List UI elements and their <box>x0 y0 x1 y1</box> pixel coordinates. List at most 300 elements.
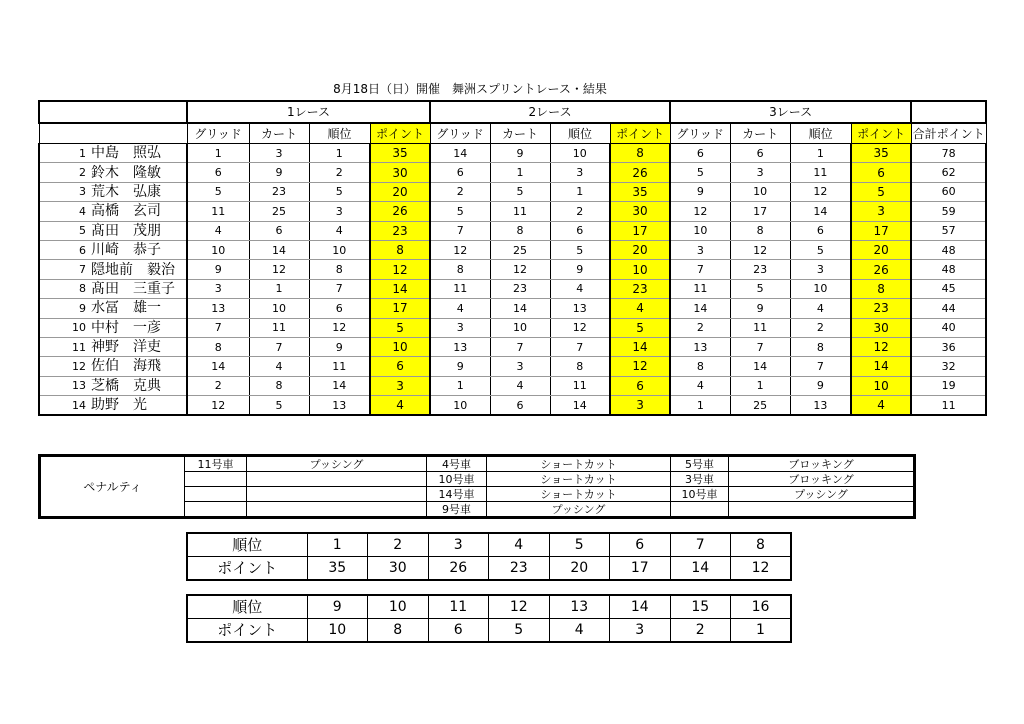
kart-value: 1 <box>490 163 550 182</box>
header-blank <box>39 123 187 144</box>
points-table-9-16 <box>186 594 792 643</box>
total-points: 36 <box>911 337 986 356</box>
points-value: 30 <box>851 318 911 337</box>
position-value: 6 <box>309 299 370 318</box>
grid-value: 9 <box>670 182 730 201</box>
table-row <box>39 279 986 298</box>
points-value: 14 <box>851 357 911 376</box>
position-cell: 14 <box>610 595 671 619</box>
position-value: 8 <box>790 337 851 356</box>
grid-value: 1 <box>187 144 249 163</box>
grid-value: 9 <box>187 260 249 279</box>
position-value: 4 <box>790 299 851 318</box>
race-header-2: 2レース <box>430 101 670 123</box>
points-cell: 3 <box>610 619 671 643</box>
points-cell: 14 <box>670 557 731 581</box>
penalty-kart: 10号車 <box>671 487 729 502</box>
results-table <box>38 100 987 416</box>
table-row <box>39 260 986 279</box>
points-header: ポイント <box>187 557 307 581</box>
points-cell: 17 <box>610 557 671 581</box>
position-value: 6 <box>790 221 851 240</box>
kart-value: 25 <box>249 202 309 221</box>
penalty-reason <box>247 472 427 487</box>
penalty-reason: ショートカット <box>487 472 671 487</box>
points-value: 17 <box>610 221 670 240</box>
kart-value: 4 <box>249 357 309 376</box>
points-value: 5 <box>370 318 430 337</box>
kart-value: 10 <box>490 318 550 337</box>
race-header-3: 3レース <box>670 101 911 123</box>
position-value: 7 <box>790 357 851 376</box>
position-cell: 15 <box>670 595 731 619</box>
position-value: 5 <box>309 182 370 201</box>
position-value: 2 <box>309 163 370 182</box>
kart-value: 12 <box>730 240 790 259</box>
total-points: 19 <box>911 376 986 395</box>
position-cell: 11 <box>428 595 489 619</box>
points-value: 14 <box>610 337 670 356</box>
grid-value: 4 <box>670 376 730 395</box>
grid-value: 2 <box>430 182 490 201</box>
grid-value: 8 <box>430 260 490 279</box>
grid-value: 11 <box>670 279 730 298</box>
position-value: 1 <box>550 182 610 201</box>
driver-number: 9 <box>39 299 89 318</box>
points-cell: 8 <box>368 619 429 643</box>
kart-value: 14 <box>490 299 550 318</box>
position-value: 3 <box>790 260 851 279</box>
total-points: 40 <box>911 318 986 337</box>
points-cell: 10 <box>307 619 368 643</box>
kart-value: 25 <box>490 240 550 259</box>
driver-number: 6 <box>39 240 89 259</box>
driver-number: 10 <box>39 318 89 337</box>
position-value: 13 <box>790 396 851 416</box>
kart-value: 9 <box>730 299 790 318</box>
kart-value: 23 <box>490 279 550 298</box>
driver-name: 中村 一彦 <box>89 318 187 337</box>
position-value: 9 <box>550 260 610 279</box>
kart-value: 7 <box>490 337 550 356</box>
position-value: 6 <box>550 221 610 240</box>
points-cell: 20 <box>549 557 610 581</box>
kart-value: 25 <box>730 396 790 416</box>
position-value: 14 <box>309 376 370 395</box>
points-value: 6 <box>370 357 430 376</box>
position-cell: 13 <box>549 595 610 619</box>
position-cell: 2 <box>368 533 429 557</box>
table-row <box>39 318 986 337</box>
driver-name: 高橋 玄司 <box>89 202 187 221</box>
grid-value: 3 <box>187 279 249 298</box>
points-value: 14 <box>370 279 430 298</box>
driver-name: 神野 洋吏 <box>89 337 187 356</box>
points-value: 20 <box>610 240 670 259</box>
table-row <box>39 376 986 395</box>
position-value: 12 <box>550 318 610 337</box>
grid-value: 5 <box>670 163 730 182</box>
position-value: 9 <box>309 337 370 356</box>
col-position: 順位 <box>309 123 370 144</box>
penalty-reason: プッシング <box>729 487 915 502</box>
points-cell: 30 <box>368 557 429 581</box>
driver-name: 荒木 弘康 <box>89 182 187 201</box>
points-value: 23 <box>610 279 670 298</box>
header-blank <box>39 101 187 123</box>
position-cell: 16 <box>731 595 792 619</box>
driver-number: 8 <box>39 279 89 298</box>
grid-value: 12 <box>187 396 249 416</box>
points-value: 26 <box>610 163 670 182</box>
kart-value: 10 <box>730 182 790 201</box>
position-value: 2 <box>790 318 851 337</box>
penalty-kart <box>185 487 247 502</box>
col-kart: カート <box>490 123 550 144</box>
kart-value: 23 <box>249 182 309 201</box>
points-value: 20 <box>370 182 430 201</box>
position-value: 10 <box>550 144 610 163</box>
col-grid: グリッド <box>670 123 730 144</box>
position-value: 10 <box>790 279 851 298</box>
points-value: 23 <box>851 299 911 318</box>
kart-value: 8 <box>730 221 790 240</box>
kart-value: 11 <box>490 202 550 221</box>
position-value: 11 <box>550 376 610 395</box>
total-points: 78 <box>911 144 986 163</box>
grid-value: 11 <box>187 202 249 221</box>
position-value: 7 <box>309 279 370 298</box>
points-value: 5 <box>851 182 911 201</box>
points-cell: 26 <box>428 557 489 581</box>
position-value: 4 <box>309 221 370 240</box>
points-value: 23 <box>370 221 430 240</box>
table-row <box>39 396 986 416</box>
penalty-kart <box>185 502 247 518</box>
points-value: 12 <box>370 260 430 279</box>
total-points: 11 <box>911 396 986 416</box>
penalty-reason <box>729 502 915 518</box>
penalty-reason: ショートカット <box>487 456 671 472</box>
position-header: 順位 <box>187 595 307 619</box>
points-cell: 23 <box>489 557 550 581</box>
kart-value: 5 <box>490 182 550 201</box>
grid-value: 6 <box>430 163 490 182</box>
kart-value: 9 <box>490 144 550 163</box>
penalty-kart: 10号車 <box>427 472 487 487</box>
penalty-kart: 11号車 <box>185 456 247 472</box>
grid-value: 12 <box>670 202 730 221</box>
grid-value: 6 <box>670 144 730 163</box>
position-header: 順位 <box>187 533 307 557</box>
table-row <box>39 202 986 221</box>
position-cell: 1 <box>307 533 368 557</box>
points-value: 4 <box>851 396 911 416</box>
points-value: 10 <box>851 376 911 395</box>
points-value: 10 <box>370 337 430 356</box>
driver-number: 1 <box>39 144 89 163</box>
penalty-kart: 5号車 <box>671 456 729 472</box>
grid-value: 1 <box>430 376 490 395</box>
position-value: 7 <box>550 337 610 356</box>
kart-value: 1 <box>730 376 790 395</box>
kart-value: 12 <box>490 260 550 279</box>
penalty-reason <box>247 487 427 502</box>
grid-value: 2 <box>670 318 730 337</box>
points-value: 8 <box>370 240 430 259</box>
position-cell: 12 <box>489 595 550 619</box>
penalty-reason <box>247 502 427 518</box>
table-row <box>39 357 986 376</box>
kart-value: 10 <box>249 299 309 318</box>
grid-value: 4 <box>430 299 490 318</box>
points-value: 4 <box>370 396 430 416</box>
driver-name: 中島 照弘 <box>89 144 187 163</box>
col-grid: グリッド <box>430 123 490 144</box>
points-value: 8 <box>851 279 911 298</box>
total-points: 60 <box>911 182 986 201</box>
points-cell: 4 <box>549 619 610 643</box>
points-cell: 35 <box>307 557 368 581</box>
position-value: 12 <box>790 182 851 201</box>
kart-value: 9 <box>249 163 309 182</box>
points-value: 17 <box>370 299 430 318</box>
total-points: 48 <box>911 240 986 259</box>
driver-name: 隠地前 毅治 <box>89 260 187 279</box>
driver-name: 鈴木 隆敏 <box>89 163 187 182</box>
points-value: 4 <box>610 299 670 318</box>
kart-value: 6 <box>249 221 309 240</box>
driver-name: 水冨 雄一 <box>89 299 187 318</box>
driver-name: 佐伯 海飛 <box>89 357 187 376</box>
grid-value: 10 <box>670 221 730 240</box>
driver-number: 12 <box>39 357 89 376</box>
points-value: 20 <box>851 240 911 259</box>
penalty-reason: ブロッキング <box>729 456 915 472</box>
page-title: 8月18日（日）開催 舞洲スプリントレース・結果 <box>333 82 607 96</box>
position-cell: 3 <box>428 533 489 557</box>
total-points: 45 <box>911 279 986 298</box>
grid-value: 7 <box>670 260 730 279</box>
driver-name: 川崎 恭子 <box>89 240 187 259</box>
col-kart: カート <box>730 123 790 144</box>
grid-value: 10 <box>430 396 490 416</box>
position-cell: 5 <box>549 533 610 557</box>
total-points: 62 <box>911 163 986 182</box>
total-points: 59 <box>911 202 986 221</box>
grid-value: 8 <box>187 337 249 356</box>
driver-number: 5 <box>39 221 89 240</box>
points-cell: 12 <box>731 557 792 581</box>
kart-value: 14 <box>730 357 790 376</box>
kart-value: 14 <box>249 240 309 259</box>
position-value: 5 <box>550 240 610 259</box>
position-value: 1 <box>309 144 370 163</box>
position-cell: 4 <box>489 533 550 557</box>
points-value: 12 <box>610 357 670 376</box>
position-value: 3 <box>309 202 370 221</box>
grid-value: 3 <box>430 318 490 337</box>
points-value: 6 <box>610 376 670 395</box>
kart-value: 8 <box>249 376 309 395</box>
col-total: 合計ポイント <box>911 123 986 144</box>
points-value: 10 <box>610 260 670 279</box>
grid-value: 4 <box>187 221 249 240</box>
position-value: 8 <box>309 260 370 279</box>
driver-name: 髙田 茂朋 <box>89 221 187 240</box>
table-row <box>39 240 986 259</box>
penalty-kart: 3号車 <box>671 472 729 487</box>
kart-value: 23 <box>730 260 790 279</box>
grid-value: 6 <box>187 163 249 182</box>
points-cell: 1 <box>731 619 792 643</box>
penalty-table <box>38 454 916 519</box>
table-row <box>39 221 986 240</box>
col-grid: グリッド <box>187 123 249 144</box>
points-value: 6 <box>851 163 911 182</box>
kart-value: 11 <box>249 318 309 337</box>
race-header-1: 1レース <box>187 101 430 123</box>
col-position: 順位 <box>790 123 851 144</box>
position-value: 14 <box>790 202 851 221</box>
points-cell: 5 <box>489 619 550 643</box>
col-kart: カート <box>249 123 309 144</box>
points-value: 30 <box>610 202 670 221</box>
total-points: 44 <box>911 299 986 318</box>
position-value: 8 <box>550 357 610 376</box>
total-points: 57 <box>911 221 986 240</box>
grid-value: 11 <box>430 279 490 298</box>
grid-value: 2 <box>187 376 249 395</box>
position-value: 1 <box>790 144 851 163</box>
grid-value: 7 <box>187 318 249 337</box>
grid-value: 14 <box>187 357 249 376</box>
grid-value: 13 <box>670 337 730 356</box>
position-cell: 9 <box>307 595 368 619</box>
points-value: 5 <box>610 318 670 337</box>
driver-name: 髙田 三重子 <box>89 279 187 298</box>
grid-value: 7 <box>430 221 490 240</box>
penalty-kart: 14号車 <box>427 487 487 502</box>
table-row <box>39 163 986 182</box>
driver-number: 2 <box>39 163 89 182</box>
driver-number: 4 <box>39 202 89 221</box>
points-value: 3 <box>610 396 670 416</box>
driver-name: 芝橋 克典 <box>89 376 187 395</box>
grid-value: 9 <box>430 357 490 376</box>
penalty-reason: ブロッキング <box>729 472 915 487</box>
col-points: ポイント <box>851 123 911 144</box>
kart-value: 3 <box>730 163 790 182</box>
position-cell: 8 <box>731 533 792 557</box>
penalty-kart <box>185 472 247 487</box>
points-value: 30 <box>370 163 430 182</box>
kart-value: 12 <box>249 260 309 279</box>
grid-value: 3 <box>670 240 730 259</box>
total-points: 48 <box>911 260 986 279</box>
driver-number: 11 <box>39 337 89 356</box>
position-cell: 6 <box>610 533 671 557</box>
driver-number: 3 <box>39 182 89 201</box>
position-value: 4 <box>550 279 610 298</box>
points-cell: 6 <box>428 619 489 643</box>
driver-number: 13 <box>39 376 89 395</box>
points-value: 35 <box>370 144 430 163</box>
position-value: 10 <box>309 240 370 259</box>
grid-value: 5 <box>430 202 490 221</box>
grid-value: 8 <box>670 357 730 376</box>
penalty-kart: 4号車 <box>427 456 487 472</box>
kart-value: 6 <box>490 396 550 416</box>
position-value: 13 <box>309 396 370 416</box>
grid-value: 12 <box>430 240 490 259</box>
kart-value: 8 <box>490 221 550 240</box>
penalty-reason: プッシング <box>487 502 671 518</box>
driver-number: 14 <box>39 396 89 416</box>
position-value: 14 <box>550 396 610 416</box>
kart-value: 5 <box>249 396 309 416</box>
table-row <box>39 182 986 201</box>
position-value: 5 <box>790 240 851 259</box>
points-value: 26 <box>851 260 911 279</box>
col-points: ポイント <box>610 123 670 144</box>
grid-value: 5 <box>187 182 249 201</box>
penalty-label: ペナルティ <box>40 456 185 518</box>
kart-value: 11 <box>730 318 790 337</box>
points-value: 35 <box>610 182 670 201</box>
penalty-kart <box>671 502 729 518</box>
penalty-kart: 9号車 <box>427 502 487 518</box>
points-value: 8 <box>610 144 670 163</box>
kart-value: 1 <box>249 279 309 298</box>
penalty-reason: ショートカット <box>487 487 671 502</box>
driver-name: 助野 光 <box>89 396 187 416</box>
points-value: 3 <box>370 376 430 395</box>
points-value: 35 <box>851 144 911 163</box>
position-value: 12 <box>309 318 370 337</box>
kart-value: 7 <box>249 337 309 356</box>
kart-value: 5 <box>730 279 790 298</box>
points-header: ポイント <box>187 619 307 643</box>
points-cell: 2 <box>670 619 731 643</box>
kart-value: 3 <box>490 357 550 376</box>
position-cell: 7 <box>670 533 731 557</box>
position-cell: 10 <box>368 595 429 619</box>
table-row <box>39 144 986 163</box>
kart-value: 4 <box>490 376 550 395</box>
position-value: 2 <box>550 202 610 221</box>
points-table-1-8 <box>186 532 792 581</box>
points-value: 12 <box>851 337 911 356</box>
points-value: 26 <box>370 202 430 221</box>
kart-value: 7 <box>730 337 790 356</box>
grid-value: 13 <box>187 299 249 318</box>
header-blank-right <box>911 101 986 123</box>
col-points: ポイント <box>370 123 430 144</box>
col-position: 順位 <box>550 123 610 144</box>
position-value: 13 <box>550 299 610 318</box>
table-row <box>39 337 986 356</box>
kart-value: 17 <box>730 202 790 221</box>
total-points: 32 <box>911 357 986 376</box>
grid-value: 14 <box>670 299 730 318</box>
kart-value: 6 <box>730 144 790 163</box>
penalty-reason: プッシング <box>247 456 427 472</box>
position-value: 3 <box>550 163 610 182</box>
position-value: 9 <box>790 376 851 395</box>
points-value: 3 <box>851 202 911 221</box>
position-value: 11 <box>309 357 370 376</box>
